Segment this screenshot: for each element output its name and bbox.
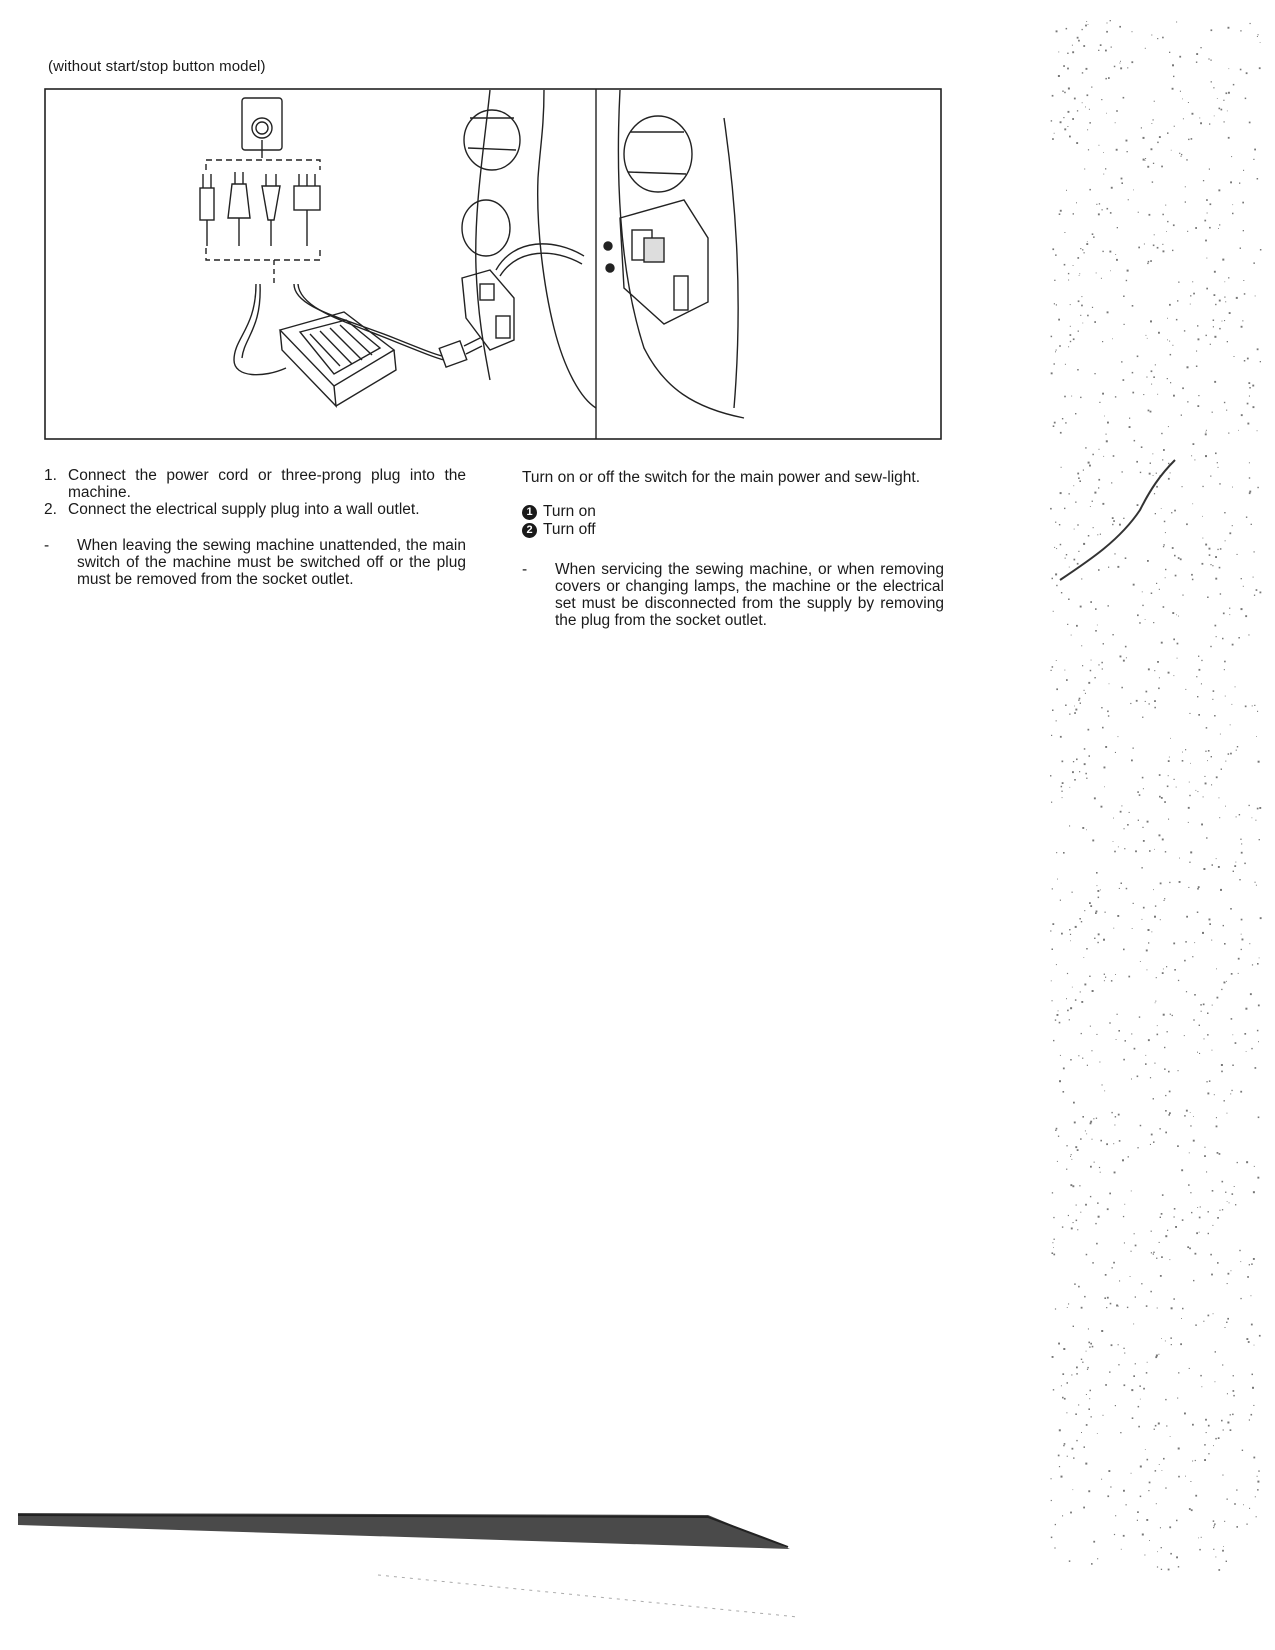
foot-controller-icon (280, 312, 396, 406)
power-connection-figure (44, 88, 942, 440)
step-number: 2. (44, 501, 57, 518)
warning-dash: - (522, 561, 528, 578)
option-label: Turn on (543, 503, 596, 520)
figure-caption: (without start/stop button model) (48, 58, 266, 75)
option-label: Turn off (543, 521, 596, 538)
marker-2-icon: 2 (522, 523, 537, 538)
sewing-machine-side-icon (462, 90, 596, 408)
warning-text: When servicing the sewing machine, or when removing covers or changing lamps, the machine or the electrical set must be disconnected from the supply by removing the plug from the socket outlet. (555, 561, 944, 629)
option-turn-on (522, 503, 944, 521)
marker-1-icon: 1 (522, 505, 537, 520)
option-turn-off (522, 521, 944, 539)
switch-detail-icon (604, 90, 744, 418)
scan-dark-band (18, 1505, 838, 1625)
step-text: Connect the power cord or three-prong plug into the machine. (68, 467, 466, 501)
warning-text: When leaving the sewing machine unattended, the main switch of the machine must be switched off or the plug must be removed from the socket outlet. (77, 537, 466, 588)
warning-dash: - (44, 537, 50, 554)
step-text: Connect the electrical supply plug into a wall outlet. (68, 501, 420, 518)
step-2 (44, 501, 466, 518)
step-number: 1. (44, 467, 57, 484)
switch-intro: Turn on or off the switch for the main power and sew-light. (522, 469, 921, 486)
step-1 (44, 467, 466, 501)
left-instructions (44, 467, 466, 588)
wall-outlet-icon (242, 98, 282, 158)
servicing-warning (522, 561, 944, 629)
scan-speckle-margin (1050, 20, 1265, 1580)
unattended-warning (44, 537, 466, 588)
right-instructions (522, 469, 944, 629)
plug-types-icon (200, 160, 320, 284)
